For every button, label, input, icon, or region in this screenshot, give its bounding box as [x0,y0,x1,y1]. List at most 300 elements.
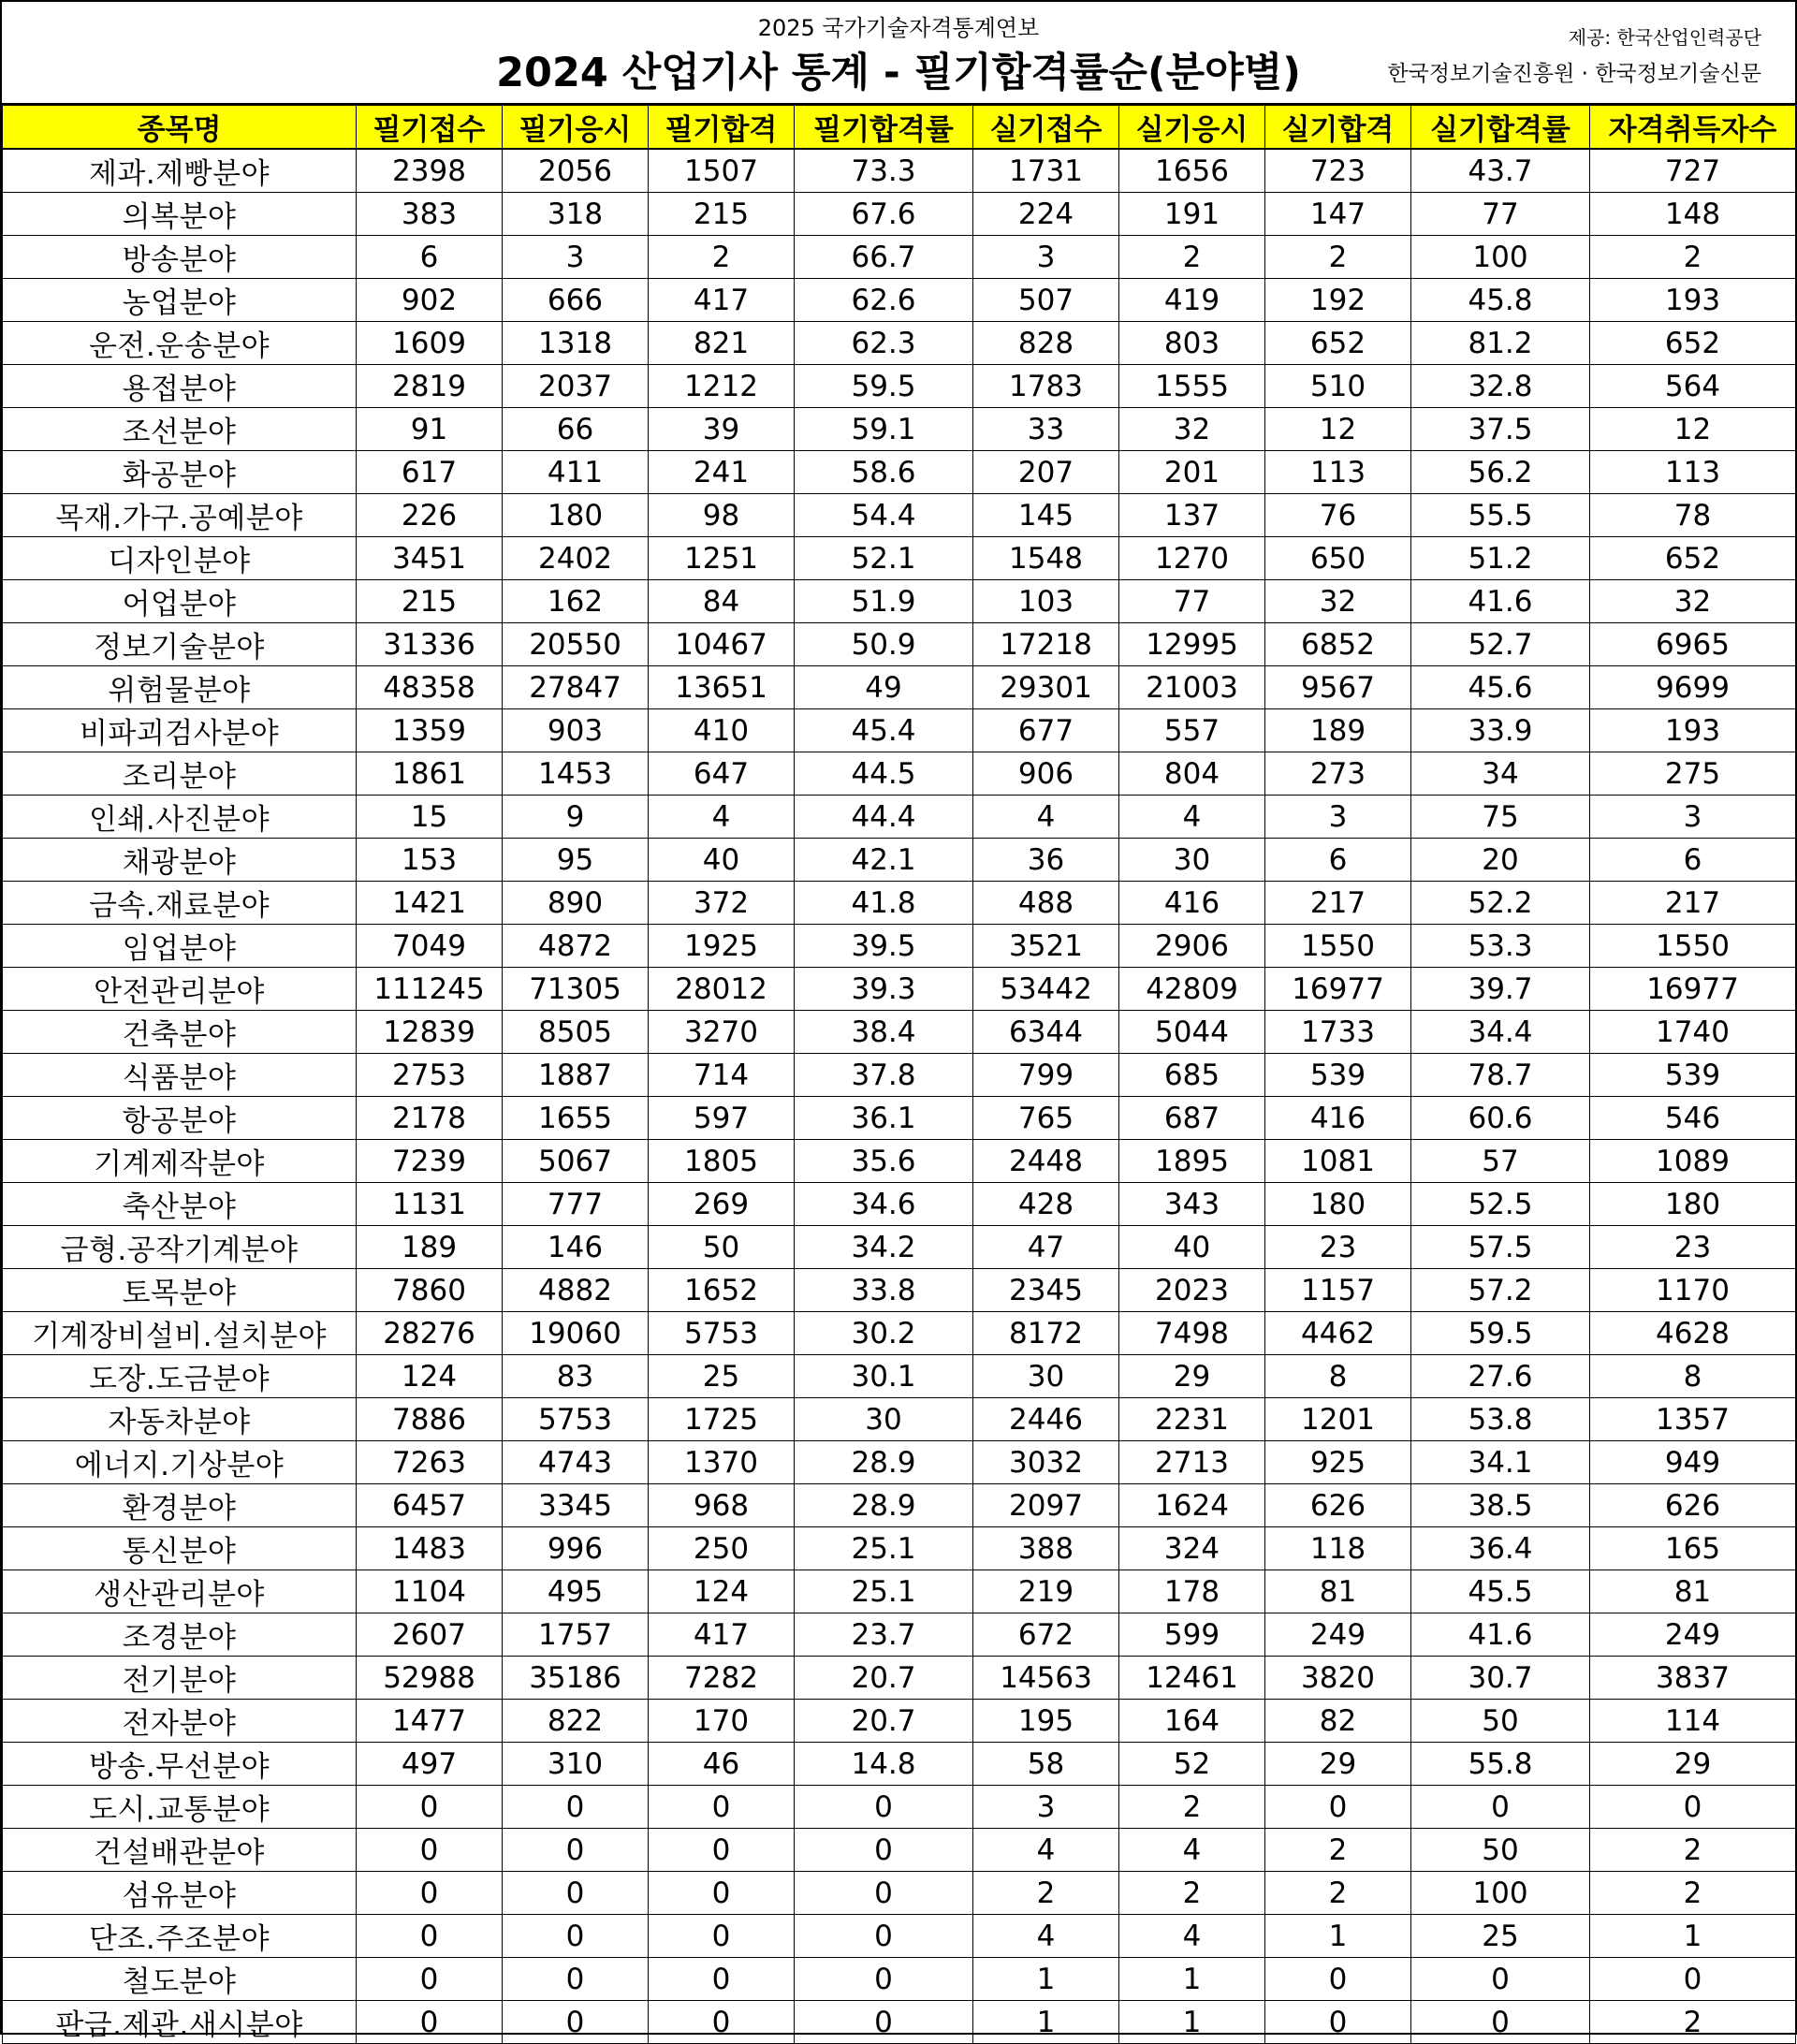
table-row [3,1657,1796,1700]
value-cell: 597 [649,1097,795,1140]
value-cell: 37.8 [795,1054,973,1097]
value-cell: 84 [649,580,795,623]
table-row [3,1829,1796,1872]
value-cell: 73.3 [795,149,973,193]
field-name-cell: 인쇄.사진분야 [3,796,357,839]
value-cell: 0 [1411,1786,1590,1829]
column-header: 필기응시 [503,106,649,150]
table-row [3,1872,1796,1915]
value-cell: 2 [1590,2001,1796,2044]
value-cell: 7239 [357,1140,503,1183]
value-cell: 57 [1411,1140,1590,1183]
value-cell: 1887 [503,1054,649,1097]
value-cell: 372 [649,882,795,925]
value-cell: 510 [1265,365,1411,408]
value-cell: 38.4 [795,1011,973,1054]
field-name-cell: 방송.무선분야 [3,1743,357,1786]
value-cell: 652 [1590,322,1796,365]
value-cell: 2 [1265,1872,1411,1915]
value-cell: 1477 [357,1700,503,1743]
value-cell: 49 [795,666,973,709]
field-name-cell: 조선분야 [3,408,357,451]
value-cell: 1453 [503,752,649,796]
value-cell: 27847 [503,666,649,709]
table-row [3,1097,1796,1140]
table-row [3,666,1796,709]
value-cell: 1370 [649,1441,795,1484]
value-cell: 5044 [1119,1011,1265,1054]
table-row [3,1527,1796,1570]
field-name-cell: 용접분야 [3,365,357,408]
value-cell: 9699 [1590,666,1796,709]
value-cell: 799 [973,1054,1119,1097]
value-cell: 53442 [973,968,1119,1011]
value-cell: 2753 [357,1054,503,1097]
value-cell: 114 [1590,1700,1796,1743]
value-cell: 803 [1119,322,1265,365]
value-cell: 45.5 [1411,1570,1590,1613]
value-cell: 507 [973,279,1119,322]
value-cell: 727 [1590,149,1796,193]
value-cell: 47 [973,1226,1119,1269]
value-cell: 968 [649,1484,795,1527]
value-cell: 3270 [649,1011,795,1054]
table-row [3,236,1796,279]
value-cell: 21003 [1119,666,1265,709]
value-cell: 269 [649,1183,795,1226]
value-cell: 383 [357,193,503,236]
value-cell: 419 [1119,279,1265,322]
value-cell: 0 [357,1829,503,1872]
value-cell: 765 [973,1097,1119,1140]
field-name-cell: 금속.재료분야 [3,882,357,925]
value-cell: 113 [1265,451,1411,494]
value-cell: 0 [795,1829,973,1872]
value-cell: 31336 [357,623,503,666]
field-name-cell: 단조.주조분야 [3,1915,357,1958]
value-cell: 3521 [973,925,1119,968]
value-cell: 599 [1119,1613,1265,1657]
value-cell: 66.7 [795,236,973,279]
value-cell: 83 [503,1355,649,1398]
value-cell: 310 [503,1743,649,1786]
value-cell: 488 [973,882,1119,925]
value-cell: 1251 [649,537,795,580]
value-cell: 1652 [649,1269,795,1312]
value-cell: 1895 [1119,1140,1265,1183]
value-cell: 30 [973,1355,1119,1398]
value-cell: 626 [1590,1484,1796,1527]
value-cell: 43.7 [1411,149,1590,193]
value-cell: 2819 [357,365,503,408]
value-cell: 1609 [357,322,503,365]
value-cell: 416 [1119,882,1265,925]
value-cell: 2 [649,236,795,279]
value-cell: 219 [973,1570,1119,1613]
value-cell: 1170 [1590,1269,1796,1312]
value-cell: 652 [1265,322,1411,365]
field-name-cell: 임업분야 [3,925,357,968]
value-cell: 1624 [1119,1484,1265,1527]
value-cell: 215 [649,193,795,236]
value-cell: 57.2 [1411,1269,1590,1312]
value-cell: 0 [649,1958,795,2001]
field-name-cell: 위험물분야 [3,666,357,709]
value-cell: 3 [1590,796,1796,839]
value-cell: 16977 [1265,968,1411,1011]
field-name-cell: 토목분야 [3,1269,357,1312]
value-cell: 111245 [357,968,503,1011]
column-header: 자격취득자수 [1590,106,1796,150]
value-cell: 1655 [503,1097,649,1140]
table-row [3,1312,1796,1355]
value-cell: 3 [973,1786,1119,1829]
value-cell: 25.1 [795,1570,973,1613]
value-cell: 9567 [1265,666,1411,709]
value-cell: 0 [357,2001,503,2044]
value-cell: 804 [1119,752,1265,796]
value-cell: 30.1 [795,1355,973,1398]
value-cell: 417 [649,279,795,322]
value-cell: 1104 [357,1570,503,1613]
value-cell: 59.5 [795,365,973,408]
value-cell: 164 [1119,1700,1265,1743]
value-cell: 275 [1590,752,1796,796]
value-cell: 388 [973,1527,1119,1570]
table-row [3,1183,1796,1226]
value-cell: 38.5 [1411,1484,1590,1527]
value-cell: 28.9 [795,1484,973,1527]
value-cell: 145 [973,494,1119,537]
value-cell: 249 [1590,1613,1796,1657]
value-cell: 539 [1265,1054,1411,1097]
value-cell: 162 [503,580,649,623]
value-cell: 180 [1265,1183,1411,1226]
value-cell: 39.5 [795,925,973,968]
value-cell: 3 [973,236,1119,279]
value-cell: 44.5 [795,752,973,796]
column-header: 실기접수 [973,106,1119,150]
value-cell: 2402 [503,537,649,580]
value-cell: 193 [1590,279,1796,322]
value-cell: 29 [1119,1355,1265,1398]
value-cell: 996 [503,1527,649,1570]
value-cell: 67.6 [795,193,973,236]
table-row [3,925,1796,968]
table-row [3,1786,1796,1829]
value-cell: 81 [1265,1570,1411,1613]
value-cell: 1483 [357,1527,503,1570]
value-cell: 0 [1265,2001,1411,2044]
table-row [3,1398,1796,1441]
table-row [3,408,1796,451]
value-cell: 36.4 [1411,1527,1590,1570]
value-cell: 91 [357,408,503,451]
value-cell: 0 [357,1786,503,1829]
field-name-cell: 도시.교통분야 [3,1786,357,1829]
value-cell: 687 [1119,1097,1265,1140]
value-cell: 165 [1590,1527,1796,1570]
column-header: 필기합격 [649,106,795,150]
value-cell: 546 [1590,1097,1796,1140]
column-header: 실기응시 [1119,106,1265,150]
value-cell: 416 [1265,1097,1411,1140]
value-cell: 1656 [1119,149,1265,193]
value-cell: 32 [1265,580,1411,623]
value-cell: 215 [357,580,503,623]
stats-table [2,105,1796,2044]
field-name-cell: 항공분야 [3,1097,357,1140]
value-cell: 1 [973,2001,1119,2044]
value-cell: 343 [1119,1183,1265,1226]
value-cell: 62.6 [795,279,973,322]
value-cell: 37.5 [1411,408,1590,451]
value-cell: 2398 [357,149,503,193]
value-cell: 0 [357,1958,503,2001]
table-row [3,752,1796,796]
value-cell: 3837 [1590,1657,1796,1700]
value-cell: 828 [973,322,1119,365]
value-cell: 30 [1119,839,1265,882]
value-cell: 1421 [357,882,503,925]
value-cell: 1270 [1119,537,1265,580]
value-cell: 714 [649,1054,795,1097]
value-cell: 2906 [1119,925,1265,968]
value-cell: 6 [1265,839,1411,882]
value-cell: 81 [1590,1570,1796,1613]
table-row [3,1226,1796,1269]
value-cell: 0 [1590,1958,1796,2001]
value-cell: 4 [1119,1829,1265,1872]
table-row [3,1700,1796,1743]
value-cell: 77 [1411,193,1590,236]
value-cell: 2345 [973,1269,1119,1312]
field-name-cell: 안전관리분야 [3,968,357,1011]
value-cell: 20 [1411,839,1590,882]
value-cell: 52988 [357,1657,503,1700]
value-cell: 4743 [503,1441,649,1484]
value-cell: 0 [503,1786,649,1829]
value-cell: 10467 [649,623,795,666]
value-cell: 324 [1119,1527,1265,1570]
value-cell: 45.4 [795,709,973,752]
value-cell: 2097 [973,1484,1119,1527]
value-cell: 50.9 [795,623,973,666]
value-cell: 1 [1590,1915,1796,1958]
value-cell: 113 [1590,451,1796,494]
value-cell: 1725 [649,1398,795,1441]
source-credit: 제공: 한국산업인력공단 [1568,26,1761,49]
value-cell: 497 [357,1743,503,1786]
field-name-cell: 농업분야 [3,279,357,322]
value-cell: 1089 [1590,1140,1796,1183]
value-cell: 5753 [503,1398,649,1441]
table-row [3,839,1796,882]
table-row [3,1743,1796,1786]
value-cell: 34.2 [795,1226,973,1269]
value-cell: 1861 [357,752,503,796]
value-cell: 95 [503,839,649,882]
value-cell: 25 [1411,1915,1590,1958]
value-cell: 3345 [503,1484,649,1527]
value-cell: 39.7 [1411,968,1590,1011]
value-cell: 148 [1590,193,1796,236]
value-cell: 27.6 [1411,1355,1590,1398]
value-cell: 42.1 [795,839,973,882]
table-row [3,1140,1796,1183]
table-row [3,580,1796,623]
table-row [3,365,1796,408]
value-cell: 0 [795,2001,973,2044]
field-name-cell: 목재.가구.공예분야 [3,494,357,537]
value-cell: 2 [1590,1872,1796,1915]
value-cell: 29 [1590,1743,1796,1786]
value-cell: 1 [973,1958,1119,2001]
value-cell: 180 [503,494,649,537]
value-cell: 14563 [973,1657,1119,1700]
value-cell: 82 [1265,1700,1411,1743]
value-cell: 1318 [503,322,649,365]
value-cell: 6 [1590,839,1796,882]
value-cell: 0 [1265,1958,1411,2001]
page-title: 2024 산업기사 통계 - 필기합격률순(분야별) [496,50,1301,96]
value-cell: 8 [1590,1355,1796,1398]
column-header: 실기합격률 [1411,106,1590,150]
value-cell: 35186 [503,1657,649,1700]
value-cell: 25.1 [795,1527,973,1570]
column-header: 종목명 [3,106,357,150]
table-row [3,537,1796,580]
value-cell: 6965 [1590,623,1796,666]
value-cell: 2023 [1119,1269,1265,1312]
value-cell: 685 [1119,1054,1265,1097]
value-cell: 557 [1119,709,1265,752]
field-name-cell: 전기분야 [3,1657,357,1700]
value-cell: 137 [1119,494,1265,537]
value-cell: 417 [649,1613,795,1657]
value-cell: 32 [1119,408,1265,451]
table-row [3,494,1796,537]
value-cell: 7263 [357,1441,503,1484]
value-cell: 539 [1590,1054,1796,1097]
value-cell: 16977 [1590,968,1796,1011]
value-cell: 1131 [357,1183,503,1226]
value-cell: 1548 [973,537,1119,580]
value-cell: 25 [649,1355,795,1398]
value-cell: 2 [1119,236,1265,279]
value-cell: 2713 [1119,1441,1265,1484]
value-cell: 20.7 [795,1657,973,1700]
value-cell: 1201 [1265,1398,1411,1441]
value-cell: 4462 [1265,1312,1411,1355]
value-cell: 2607 [357,1613,503,1657]
value-cell: 62.3 [795,322,973,365]
value-cell: 650 [1265,537,1411,580]
value-cell: 0 [795,1958,973,2001]
value-cell: 2037 [503,365,649,408]
table-row [3,149,1796,193]
value-cell: 58.6 [795,451,973,494]
value-cell: 949 [1590,1441,1796,1484]
value-cell: 33.9 [1411,709,1590,752]
value-cell: 7282 [649,1657,795,1700]
field-name-cell: 건설배관분야 [3,1829,357,1872]
field-name-cell: 기계장비설비.설치분야 [3,1312,357,1355]
value-cell: 146 [503,1226,649,1269]
value-cell: 1550 [1590,925,1796,968]
value-cell: 207 [973,451,1119,494]
value-cell: 241 [649,451,795,494]
value-cell: 56.2 [1411,451,1590,494]
table-row [3,796,1796,839]
value-cell: 3 [1265,796,1411,839]
value-cell: 4 [973,1829,1119,1872]
value-cell: 2 [1265,1829,1411,1872]
value-cell: 1157 [1265,1269,1411,1312]
table-row [3,1570,1796,1613]
value-cell: 890 [503,882,649,925]
value-cell: 178 [1119,1570,1265,1613]
field-name-cell: 제과.제빵분야 [3,149,357,193]
value-cell: 0 [503,2001,649,2044]
value-cell: 40 [1119,1226,1265,1269]
field-name-cell: 조리분야 [3,752,357,796]
value-cell: 34 [1411,752,1590,796]
column-header: 필기접수 [357,106,503,150]
value-cell: 53.3 [1411,925,1590,968]
value-cell: 6 [357,236,503,279]
value-cell: 50 [649,1226,795,1269]
value-cell: 1733 [1265,1011,1411,1054]
value-cell: 0 [503,1829,649,1872]
value-cell: 2 [973,1872,1119,1915]
value-cell: 2448 [973,1140,1119,1183]
value-cell: 170 [649,1700,795,1743]
value-cell: 124 [649,1570,795,1613]
table-row [3,1958,1796,2001]
table-row [3,1484,1796,1527]
value-cell: 6457 [357,1484,503,1527]
value-cell: 0 [795,1915,973,1958]
field-name-cell: 방송분야 [3,236,357,279]
table-row [3,322,1796,365]
value-cell: 2231 [1119,1398,1265,1441]
table-body [3,149,1796,2044]
value-cell: 0 [503,1915,649,1958]
value-cell: 226 [357,494,503,537]
value-cell: 2056 [503,149,649,193]
value-cell: 77 [1119,580,1265,623]
value-cell: 4 [1119,1915,1265,1958]
value-cell: 0 [1411,1958,1590,2001]
value-cell: 34.6 [795,1183,973,1226]
value-cell: 723 [1265,149,1411,193]
value-cell: 52.7 [1411,623,1590,666]
value-cell: 0 [649,1786,795,1829]
value-cell: 0 [649,2001,795,2044]
value-cell: 2 [1590,236,1796,279]
column-header: 실기합격 [1265,106,1411,150]
value-cell: 617 [357,451,503,494]
table-row [3,1613,1796,1657]
value-cell: 12995 [1119,623,1265,666]
value-cell: 2 [1265,236,1411,279]
column-header: 필기합격률 [795,106,973,150]
value-cell: 1555 [1119,365,1265,408]
value-cell: 822 [503,1700,649,1743]
field-name-cell: 정보기술분야 [3,623,357,666]
field-name-cell: 철도분야 [3,1958,357,2001]
